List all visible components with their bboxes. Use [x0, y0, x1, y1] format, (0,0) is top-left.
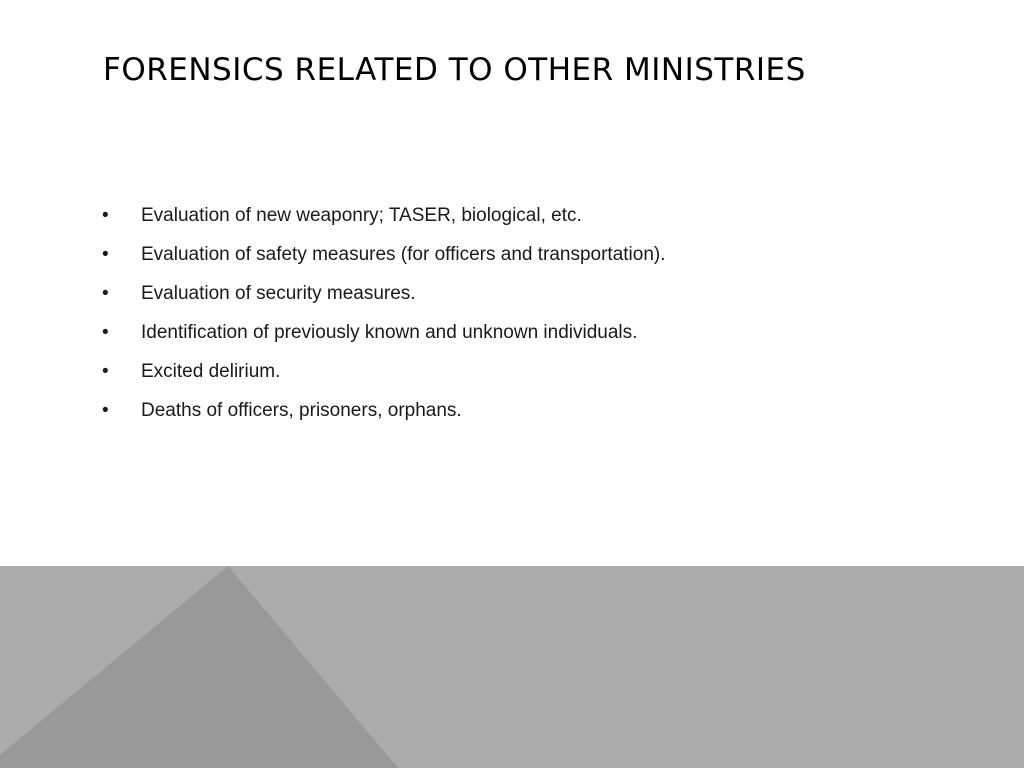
- bullet-text: Excited delirium.: [141, 361, 281, 382]
- bullet-icon: •: [102, 283, 109, 304]
- bullet-icon: •: [102, 244, 109, 265]
- bullet-icon: •: [102, 205, 109, 226]
- bullet-text: Evaluation of security measures.: [141, 283, 416, 304]
- footer-decoration: [0, 566, 1024, 768]
- bullet-icon: •: [102, 322, 109, 343]
- bullet-icon: •: [102, 400, 109, 421]
- slide-title: FORENSICS RELATED TO OTHER MINISTRIES: [103, 52, 806, 88]
- bullet-text: Evaluation of new weaponry; TASER, biological, etc.: [141, 205, 582, 226]
- bullet-icon: •: [102, 361, 109, 382]
- bullet-text: Identification of previously known and unknown individuals.: [141, 322, 638, 343]
- bullet-text: Deaths of officers, prisoners, orphans.: [141, 400, 462, 421]
- bullet-text: Evaluation of safety measures (for officers and transportation).: [141, 244, 666, 265]
